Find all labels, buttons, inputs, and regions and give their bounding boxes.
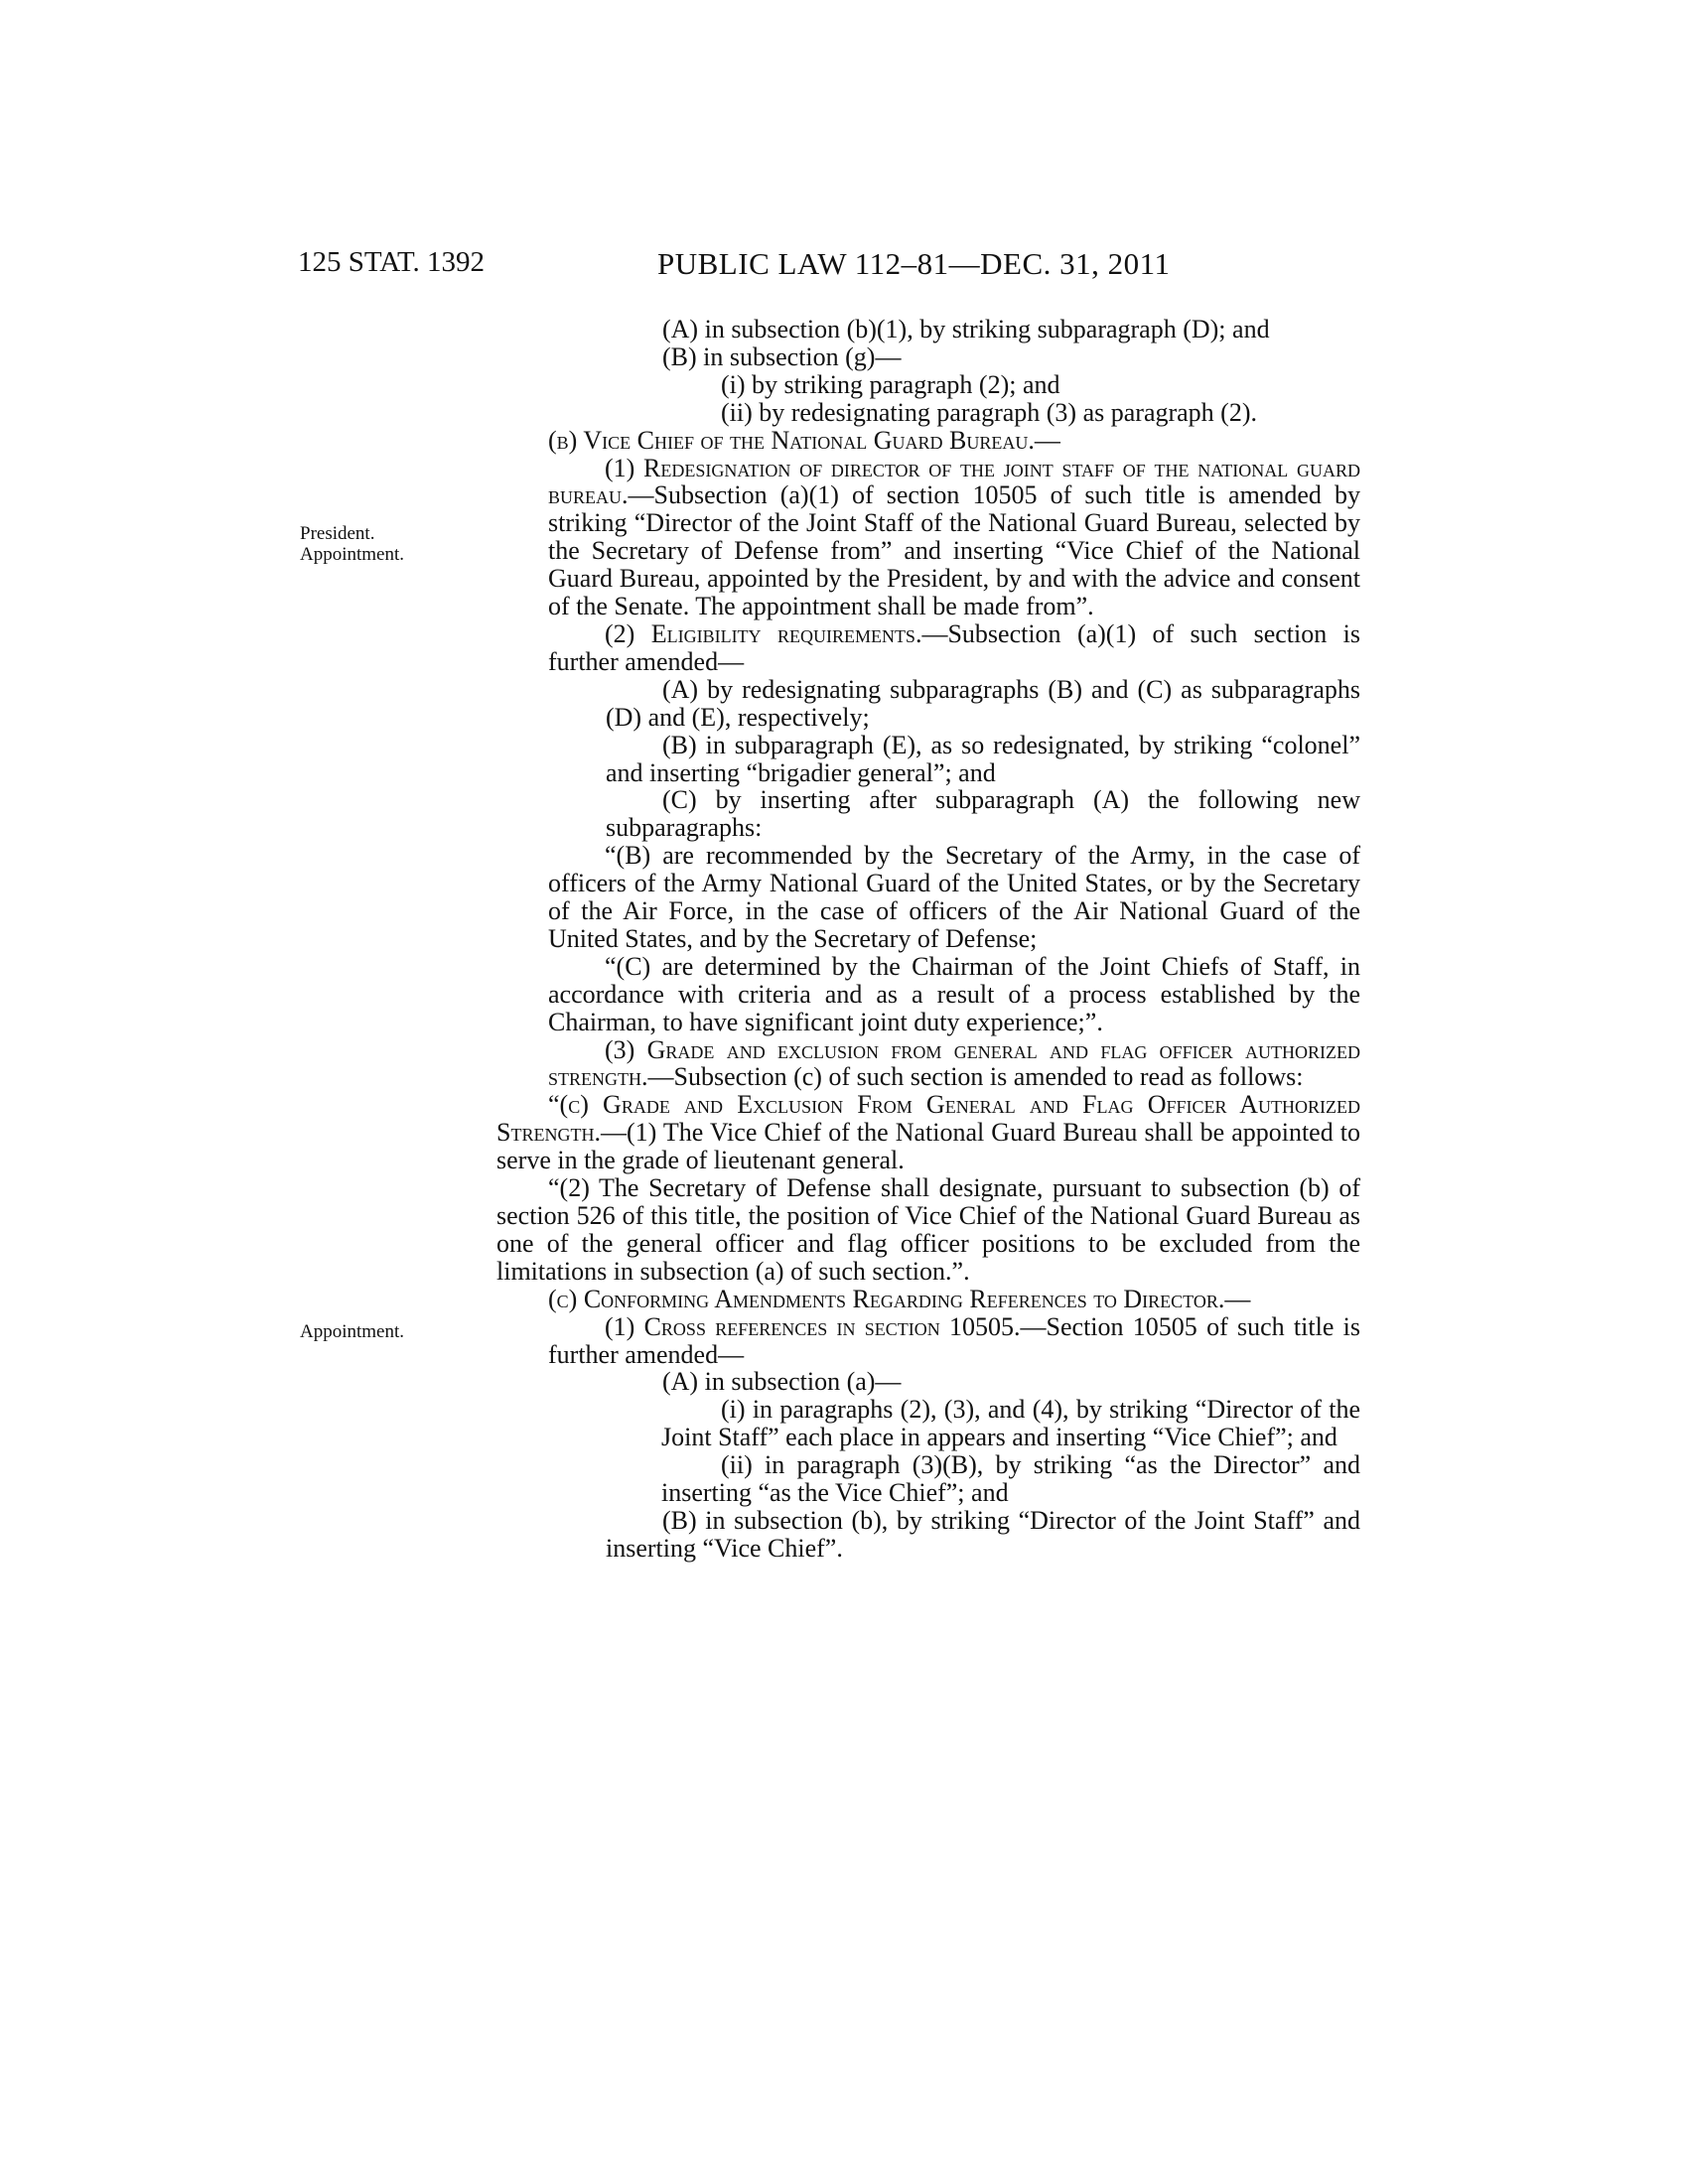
para-c-1-A: (A) in subsection (a)— bbox=[662, 1367, 902, 1397]
para-b-1 bbox=[548, 455, 1360, 620]
para-a-B-i: (i) by striking paragraph (2); and bbox=[721, 369, 1060, 399]
document-body bbox=[496, 315, 1360, 1563]
page-header bbox=[0, 246, 1688, 286]
section-c-heading-dash: — bbox=[1224, 1284, 1251, 1313]
quoted-subsection-c-1-text: —(1) The Vice Chief of the National Guard Bureau shall be appointed to serve in the grade of lieutenant general. bbox=[496, 1118, 1360, 1175]
para-c-1-text: —Section 10505 of such title is further amended— bbox=[548, 1311, 1360, 1369]
quoted-subparagraph-B: “(B) are recommended by the Secretary of the Army, in the case of officers of the Army National Guard of the United States, or by the Secretary of the Air Force, in the case of officers of the Air National Guard of the United States, and by the Secretary of Defense; bbox=[548, 841, 1360, 953]
para-b-1-heading: (1) Redesignation of director of the joint staff of the national guard bureau. bbox=[548, 453, 1360, 510]
para-a-B-ii: (ii) by redesignating paragraph (3) as paragraph (2). bbox=[721, 397, 1257, 427]
section-b-heading: (b) Vice Chief of the National Guard Bureau.— bbox=[548, 425, 1060, 455]
quoted-subparagraph-C: “(C) are determined by the Chairman of the Joint Chiefs of Staff, in accordance with criteria and as a result of a process established by the Chairman, to have significant joint duty experience;”. bbox=[548, 951, 1360, 1036]
para-b-3 bbox=[548, 1036, 1360, 1092]
para-c-1-B: (B) in subsection (b), by striking “Director of the Joint Staff” and inserting “Vice Chief”. bbox=[606, 1505, 1360, 1563]
section-c-heading bbox=[548, 1286, 1360, 1313]
quoted-subsection-c-1 bbox=[496, 1091, 1360, 1174]
para-a-A: (A) in subsection (b)(1), by striking subparagraph (D); and bbox=[662, 315, 1270, 343]
para-b-2-B: (B) in subparagraph (E), as so redesignated, by striking “colonel” and inserting “brigadier general”; and bbox=[606, 730, 1360, 787]
margin-note-appointment: Appointment. bbox=[300, 1321, 405, 1342]
para-b-2-C: (C) by inserting after subparagraph (A) the following new subparagraphs: bbox=[606, 785, 1360, 843]
para-c-1-heading: (1) Cross references in section 10505. bbox=[605, 1311, 1021, 1341]
stat-reference: 125 STAT. 1392 bbox=[298, 246, 486, 278]
quoted-subsection-c-2: “(2) The Secretary of Defense shall designate, pursuant to subsection (b) of section 526 of this title, the position of Vice Chief of the National Guard Bureau as one of the general officer and flag officer positions to be excluded from the limitations in subsection (a) of such section.”. bbox=[496, 1173, 1360, 1286]
para-b-2-text: —Subsection (a)(1) of such section is further amended— bbox=[548, 618, 1360, 676]
quoted-subsection-c bbox=[496, 1091, 1360, 1285]
para-b-2-heading: (2) Eligibility requirements. bbox=[605, 618, 922, 648]
margin-note-president-label: President. bbox=[300, 523, 375, 544]
margin-note-president bbox=[300, 523, 439, 565]
para-c-1-A-ii: (ii) in paragraph (3)(B), by striking “as the Director” and inserting “as the Vice Chief”; and bbox=[661, 1450, 1360, 1508]
para-c-1 bbox=[548, 1313, 1360, 1369]
para-c-1-A-i: (i) in paragraphs (2), (3), and (4), by striking “Director of the Joint Staff” each place in appears and inserting “Vice Chief”; and bbox=[661, 1395, 1360, 1452]
quoted-subsection-c-heading: “(c) Grade and Exclusion From General and Flag Officer Authorized Strength. bbox=[496, 1090, 1360, 1148]
para-b-3-text: —Subsection (c) of such section is amended to read as follows: bbox=[647, 1062, 1304, 1092]
section-c-heading-text: (c) Conforming Amendments Regarding References to Director. bbox=[548, 1284, 1225, 1313]
para-b-2 bbox=[548, 620, 1360, 676]
para-b-2-A: (A) by redesignating subparagraphs (B) and (C) as subparagraphs (D) and (E), respectively; bbox=[606, 674, 1360, 732]
para-b-1-text: —Subsection (a)(1) of section 10505 of such title is amended by striking “Director of the Joint Staff of the National Guard Bureau, selected by the Secretary of Defense from” and inserting “Vice Chief of the National Guard Bureau, appointed by the President, by and with the advice and consent of the Senate. The appointment shall be made from”. bbox=[548, 480, 1360, 621]
law-title: PUBLIC LAW 112–81—DEC. 31, 2011 bbox=[657, 246, 1171, 281]
para-b-3-heading: (3) Grade and exclusion from general and flag officer authorized strength. bbox=[548, 1034, 1360, 1092]
para-a-B: (B) in subsection (g)— bbox=[662, 341, 902, 371]
margin-note-appointment-label: Appointment. bbox=[300, 544, 405, 565]
